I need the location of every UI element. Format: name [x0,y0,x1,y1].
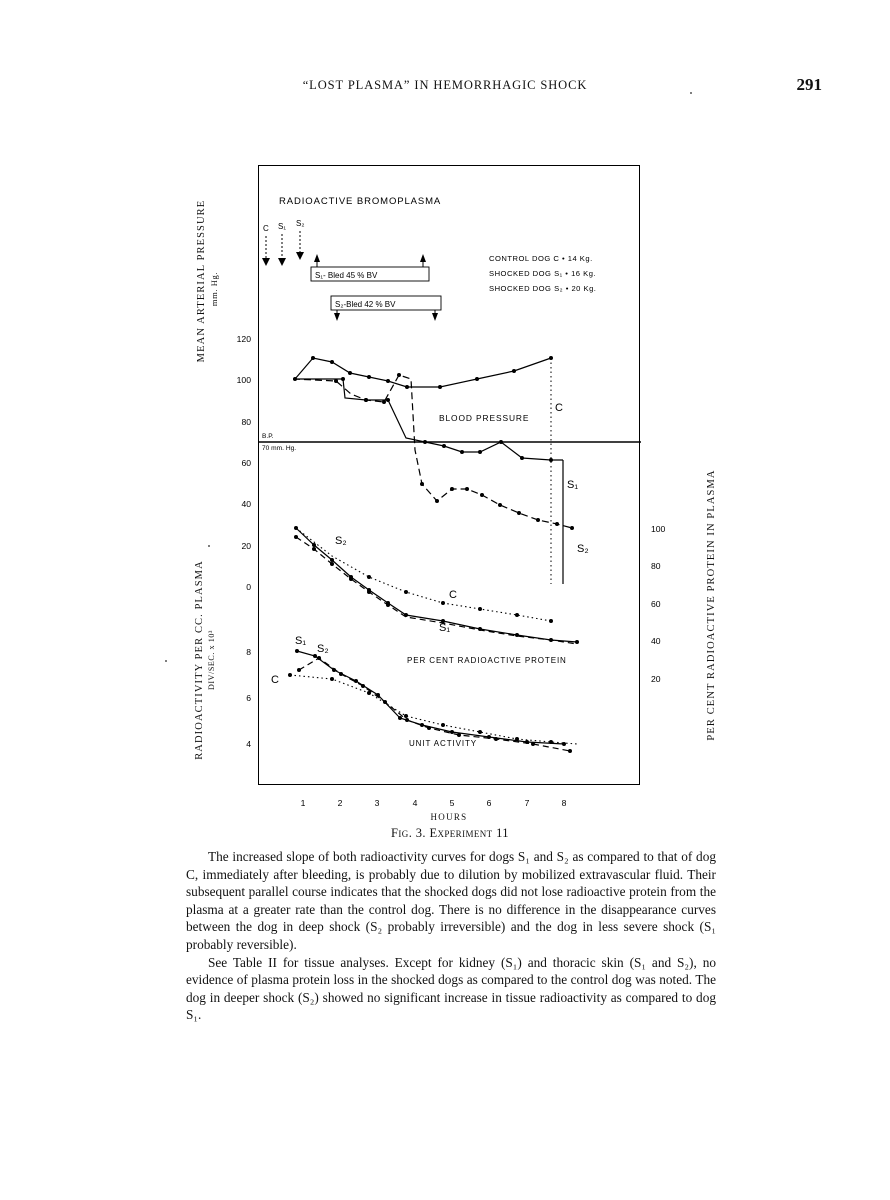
paper-speck [165,660,167,662]
running-head [0,78,890,93]
left-axis-ticks-bp [237,334,252,592]
figure-plot [236,166,666,808]
curve-bp-s2-markers [334,373,574,530]
curve-label-unit-c: C [271,674,279,686]
paragraph-2: See Table II for tissue analyses. Except for kidney (S₁) and thoracic skin (S₁ and S₂), no evidence of plasma protein loss in the shocked dogs as compared to the control dog was noted. The dog in deeper shock (S₂) showed no significant increase in tissue radioactivity as compared to dog S₁. [186,954,716,1023]
curve-label-protein-s1: S₁ [439,622,451,634]
curve-label-bp-s1: S₁ [567,479,579,491]
tick-80: 80 [241,417,251,427]
y-axis-subtitle-bp: mm. Hg. [209,271,219,307]
y-axis-title-activity: RADIOACTIVITY PER CC. PLASMA [194,560,205,760]
arrow-s1-head [278,258,286,266]
panel-label-unit-activity: UNIT ACTIVITY [409,739,478,748]
body-text [186,848,716,1024]
tick-0: 0 [246,582,251,592]
paper-speck [208,545,210,547]
curve-label-protein-c: C [449,589,457,601]
legend-line-3: SHOCKED DOG S₂ • 20 Kg. [489,284,597,293]
x-axis-ticks [301,798,567,808]
x-axis-title: HOURS [430,812,468,822]
left-axis-ticks-activity [246,647,251,749]
panel-label-blood-pressure: BLOOD PRESSURE [439,413,530,423]
bp-reference-label-1: B.P. [262,433,274,440]
curve-unit-s2 [299,658,570,751]
bleed-annotation-s1 [311,254,429,281]
tick-h1: 1 [300,798,306,808]
tick-8: 8 [246,647,251,657]
tick-h2: 2 [337,798,343,808]
figure-3 [236,165,666,808]
tick-h3: 3 [374,798,380,808]
curve-label-protein-s2: S₂ [335,535,347,547]
tick-20r: 20 [651,674,661,684]
page-number: 291 [796,75,822,94]
panel-label-protein: PER CENT RADIOACTIVE PROTEIN [407,656,567,665]
tick-40: 40 [241,499,251,509]
tick-20: 20 [241,541,251,551]
tick-h6: 6 [486,798,492,808]
curve-protein-c-markers [367,575,553,623]
paper-speck [690,92,692,94]
arrow-s2-head [296,252,304,260]
tick-80r: 80 [651,561,661,571]
tick-120: 120 [236,334,251,344]
figure-title: RADIOACTIVE BROMOPLASMA [279,196,442,207]
curve-label-bp-c: C [555,402,563,414]
running-head-text: “LOST PLASMA” IN HEMORRHAGIC SHOCK [302,78,588,92]
curve-label-bp-s2: S₂ [577,543,589,555]
tick-40r: 40 [651,636,661,646]
curve-label-unit-s2: S₂ [317,643,329,655]
bleed-annotation-s1-label: S₁- Bled 45 % BV [315,271,378,280]
arrow-label-s1: S₁ [278,222,287,231]
legend-line-2: SHOCKED DOG S₁ • 16 Kg. [489,269,597,278]
tick-6: 6 [246,693,251,703]
tick-60r: 60 [651,599,661,609]
arrow-label-s2: S₂ [296,219,305,228]
legend-line-1: CONTROL DOG C • 14 Kg. [489,254,593,263]
tick-60: 60 [241,458,251,468]
curve-protein-s2 [296,537,577,644]
bp-reference-label-2: 70 mm. Hg. [262,445,297,452]
y-axis-title-bp: MEAN ARTERIAL PRESSURE [196,199,207,363]
y-axis-subtitle-activity: DIV/SEC. x 10³ [207,630,216,690]
curve-unit-c-markers [288,673,553,744]
curve-label-unit-s1: S₁ [295,635,307,647]
tick-h8: 8 [561,798,567,808]
tick-100r: 100 [651,524,666,534]
arrow-c-head [262,258,270,266]
curve-bp-c-markers [293,356,553,389]
figure-caption: Fig. 3. Experiment 11 [391,826,509,840]
bleed-annotation-s2-label: S₂-Bled 42 % BV [335,300,396,309]
arrow-label-c: C [263,224,269,233]
right-axis-ticks [651,524,666,684]
curve-bp-s2 [293,375,572,528]
tick-h5: 5 [449,798,455,808]
y-axis-title-protein: PER CENT RADIOACTIVE PROTEIN IN PLASMA [706,469,717,741]
tick-4: 4 [246,739,251,749]
tick-100: 100 [236,375,251,385]
paragraph-1: The increased slope of both radioactivity curves for dogs S₁ and S₂ as compared to that of dog C, immediately after bleeding, is probably due to dilution by mobilized extravascular fluid. Their subsequent parallel course indicates that the shocked dogs did not lose radioactive protein from the plasma at a greater rate than the control dog. There is no difference in the disappearance curves between the dog in deep shock (S₂ probably irreversible) and the dog in less severe shock (S₁ probably reversible). [186,849,716,952]
tick-h4: 4 [412,798,418,808]
tick-h7: 7 [524,798,530,808]
curve-unit-c [290,675,577,744]
bleed-annotation-s2 [331,296,441,321]
